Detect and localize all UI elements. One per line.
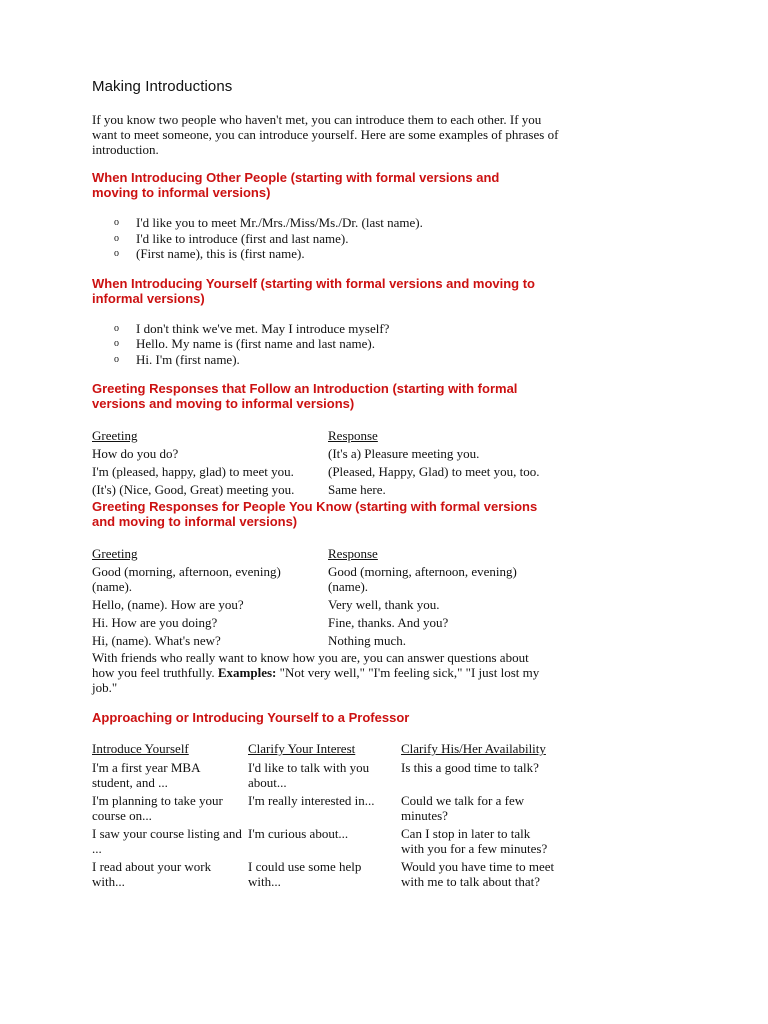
- column-header-clarify-availability: Clarify His/Her Availability: [401, 741, 546, 756]
- table-header-row: [92, 546, 552, 564]
- page-title: Making Introductions: [92, 78, 233, 95]
- table-row: [92, 564, 552, 597]
- table-cell: Fine, thanks. And you?: [328, 615, 449, 630]
- table-row: [92, 446, 552, 464]
- table-cell: I could use some help with...: [248, 859, 362, 889]
- bullet-icon: o: [114, 232, 119, 244]
- section-heading-people-you-know: Greeting Responses for People You Know (starting with formal versions and moving to informal versions): [92, 499, 538, 529]
- professor-table: [92, 741, 556, 889]
- table-cell: How do you do?: [92, 446, 179, 461]
- table-cell: Hello, (name). How are you?: [92, 597, 244, 612]
- column-header-response: Response: [328, 546, 378, 561]
- table-cell: (It's) (Nice, Good, Great) meeting you.: [92, 482, 295, 497]
- table-cell: Could we talk for a few minutes?: [401, 793, 525, 823]
- table-cell: Can I stop in later to talk with you for a few minutes?: [401, 826, 548, 856]
- table-row: [92, 633, 552, 648]
- bullet-icon: o: [114, 217, 119, 228]
- table-cell: Nothing much.: [328, 633, 406, 648]
- list-item: o Hello. My name is (first name and last name).: [114, 336, 375, 351]
- column-header-greeting: Greeting: [92, 428, 138, 443]
- table-cell: Good (morning, afternoon, evening) (name).: [328, 564, 517, 594]
- bullet-icon: o: [114, 322, 119, 334]
- table-cell: I'm really interested in...: [248, 793, 375, 808]
- table-row: [92, 826, 556, 859]
- table-row: [92, 482, 552, 497]
- table-row: [92, 597, 552, 615]
- table-cell: I'm planning to take your course on...: [92, 793, 223, 823]
- table-row: [92, 464, 552, 482]
- list-introducing-others: [114, 215, 562, 262]
- table-cell: I'm (pleased, happy, glad) to meet you.: [92, 464, 294, 479]
- greeting-responses-table: [92, 428, 552, 497]
- table-cell: Would you have time to meet with me to talk about that?: [401, 859, 555, 889]
- people-you-know-table: [92, 546, 552, 648]
- bullet-icon: o: [114, 338, 119, 349]
- bullet-icon: o: [114, 248, 119, 259]
- document-page: [92, 78, 562, 889]
- list-item: o (First name), this is (first name).: [114, 246, 305, 261]
- table-row: [92, 793, 556, 826]
- column-header-introduce-yourself: Introduce Yourself: [92, 741, 189, 756]
- table-cell: Same here.: [328, 482, 386, 497]
- section-heading-introducing-yourself: When Introducing Yourself (starting with formal versions and moving to informal versions): [92, 275, 535, 306]
- list-item: o Hi. I'm (first name).: [114, 351, 240, 367]
- table-cell: (Pleased, Happy, Glad) to meet you, too.: [328, 464, 540, 479]
- list-item: o I'd like to introduce (first and last name).: [114, 230, 349, 246]
- intro-paragraph: If you know two people who haven't met, you can introduce them to each other. If you want to meet someone, you can introduce yourself. Here are some examples of phrases of introduction.: [92, 112, 559, 157]
- friends-note-paragraph: With friends who really want to know how you are, you can answer questions about how you feel truthfully. Examples: "Not very well," "I'm feeling sick," "I just lost my job.": [92, 650, 540, 695]
- section-heading-introducing-others: When Introducing Other People (starting with formal versions and moving to informal versions): [92, 170, 500, 200]
- bullet-icon: o: [114, 353, 119, 365]
- table-cell: I'd like to talk with you about...: [248, 760, 370, 790]
- list-introducing-yourself: [114, 321, 562, 368]
- table-cell: I'm curious about...: [248, 826, 349, 841]
- column-header-greeting: Greeting: [92, 546, 138, 561]
- table-cell: I'm a first year MBA student, and ...: [92, 760, 200, 790]
- table-row: [92, 859, 556, 889]
- table-cell: Is this a good time to talk?: [401, 760, 539, 775]
- table-cell: Good (morning, afternoon, evening) (name).: [92, 564, 281, 594]
- examples-label: Examples:: [217, 665, 277, 680]
- table-header-row: [92, 428, 552, 446]
- list-item: o I don't think we've met. May I introduce myself?: [114, 320, 390, 336]
- column-header-clarify-interest: Clarify Your Interest: [248, 741, 356, 756]
- section-heading-professor: Approaching or Introducing Yourself to a Professor: [92, 710, 410, 725]
- table-header-row: [92, 741, 556, 760]
- table-cell: Hi, (name). What's new?: [92, 633, 221, 648]
- list-item: o I'd like you to meet Mr./Mrs./Miss/Ms./Dr. (last name).: [114, 215, 423, 230]
- table-row: [92, 615, 552, 633]
- table-cell: Hi. How are you doing?: [92, 615, 218, 630]
- column-header-response: Response: [328, 428, 378, 443]
- table-cell: I read about your work with...: [92, 859, 212, 889]
- table-cell: (It's a) Pleasure meeting you.: [328, 446, 480, 461]
- table-row: [92, 760, 556, 793]
- table-cell: Very well, thank you.: [328, 597, 440, 612]
- table-cell: I saw your course listing and ...: [92, 826, 242, 856]
- section-heading-greeting-responses: Greeting Responses that Follow an Introduction (starting with formal versions and moving to informal versions): [92, 381, 518, 411]
